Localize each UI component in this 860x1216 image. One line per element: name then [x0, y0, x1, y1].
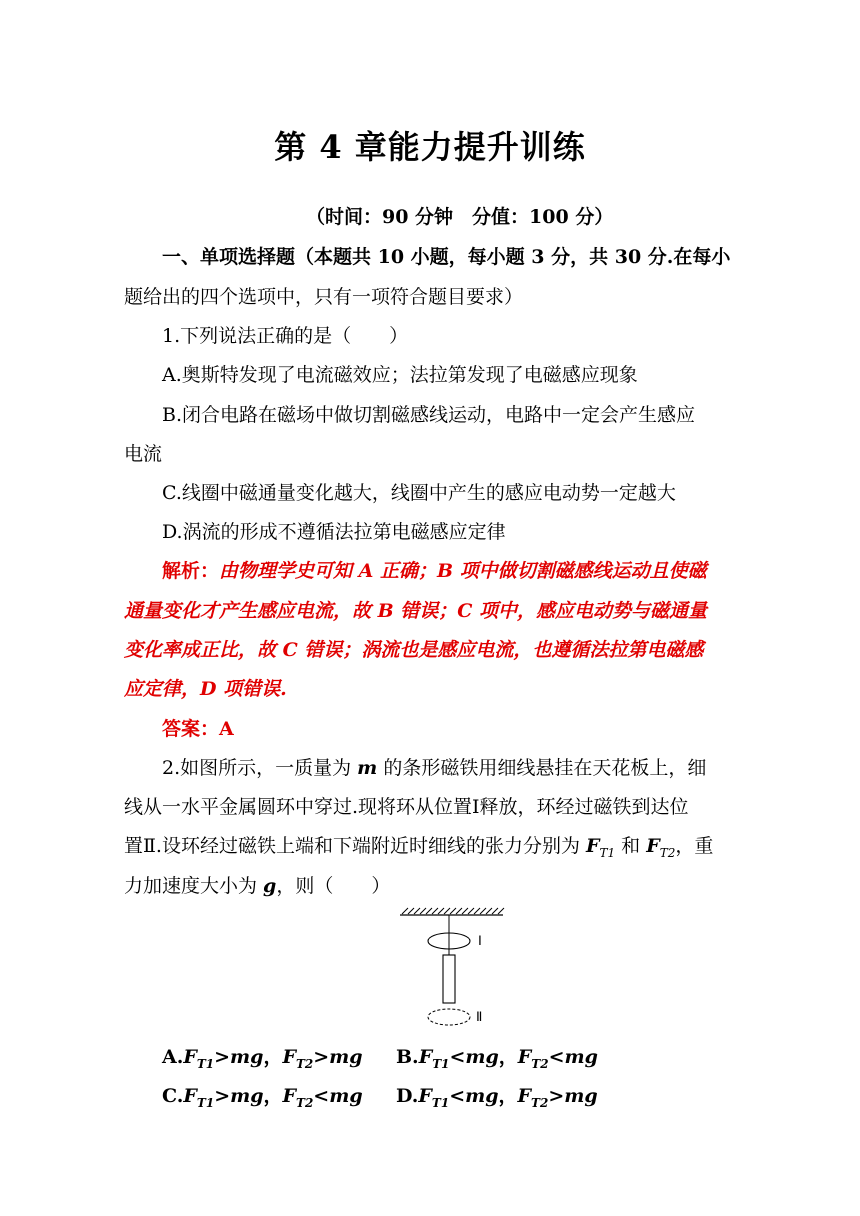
var-f: F — [418, 1046, 433, 1068]
relation-2: >mg — [548, 1085, 598, 1107]
relation-1: >mg — [214, 1085, 264, 1107]
subscript-t2: T2 — [531, 1095, 549, 1110]
bar-magnet — [443, 955, 455, 1003]
q2-option-c — [162, 1083, 363, 1116]
q2-line2: 线从一水平金属圆环中穿过.现将环从位置Ⅰ释放，环经过磁铁到达位 — [124, 796, 689, 818]
var-f: F — [282, 1085, 297, 1107]
subscript-t1: T1 — [196, 1095, 215, 1110]
relation-1: >mg — [214, 1046, 264, 1068]
var-f: F — [646, 835, 660, 857]
relation-2: <mg — [313, 1085, 363, 1107]
q2-option-b — [396, 1044, 598, 1077]
var-m: m — [357, 757, 378, 779]
q1-analysis-line2: 通量变化才产生感应电流，故 B 错误；C 项中，感应电动势与磁通量 — [124, 600, 708, 622]
var-f: F — [586, 835, 600, 857]
var-f: F — [183, 1085, 197, 1107]
q1-option-d: D.涡流的形成不遵循法拉第电磁感应定律 — [162, 521, 506, 543]
subscript-t2: T2 — [296, 1095, 314, 1110]
section-heading — [162, 244, 730, 270]
var-f: F — [282, 1046, 296, 1068]
analysis-text-4a: 应定律， — [124, 678, 201, 700]
var-f: F — [418, 1085, 432, 1107]
q2-text-3d: 和 — [615, 835, 647, 857]
q1-option-a: A.奥斯特发现了电流磁效应；法拉第发现了电磁感应现象 — [162, 364, 638, 386]
label-position-2: Ⅱ — [476, 1009, 483, 1024]
var-f: F — [183, 1046, 197, 1068]
subscript-t1: T1 — [599, 845, 616, 860]
subscript-t2: T2 — [531, 1056, 549, 1071]
section-heading-cont: 题给出的四个选项中，只有一项符合题目要求） — [124, 286, 524, 308]
separator: ， — [498, 1046, 518, 1068]
magnet-ring-figure — [395, 905, 515, 1035]
q2-text-3a: 置Ⅱ.设环经过磁铁上端和下端附近时细线的张力分别为 — [124, 835, 586, 857]
var-g: g — [263, 875, 277, 897]
option-letter: B. — [396, 1046, 419, 1068]
separator: ， — [263, 1085, 283, 1107]
var-f: F — [517, 1085, 532, 1107]
option-letter: C. — [162, 1085, 184, 1107]
q2-text-3g: ，重 — [675, 835, 714, 857]
q2-line3 — [124, 833, 713, 866]
page-title: 第 4 章能力提升训练 — [274, 128, 586, 166]
relation-1: <mg — [449, 1085, 499, 1107]
q1-analysis-line3: 变化率成正比，故 C 错误；涡流也是感应电流，也遵循法拉第电磁感 — [124, 639, 704, 661]
relation-2: <mg — [548, 1046, 598, 1068]
option-letter: A. — [162, 1046, 184, 1068]
separator: ， — [263, 1046, 283, 1068]
section-heading-text: 一、单项选择题（本题共 10 小题，每小题 3 分，共 30 分.在每小 — [162, 246, 731, 268]
subscript-t2: T2 — [295, 1056, 314, 1071]
relation-1: <mg — [449, 1046, 499, 1068]
ring-position-2 — [428, 1009, 470, 1025]
var-f: F — [517, 1046, 532, 1068]
q1-option-b-cont: 电流 — [124, 443, 163, 465]
q2-text-4c: ，则（ ） — [276, 875, 391, 897]
relation-2: >mg — [313, 1046, 363, 1068]
q1-stem: 1.下列说法正确的是（ ） — [162, 325, 409, 347]
q2-text-4a: 力加速度大小为 — [124, 875, 264, 897]
separator: ， — [498, 1085, 518, 1107]
q1-option-c: C.线圈中磁通量变化越大，线圈中产生的感应电动势一定越大 — [162, 482, 676, 504]
subscript-t2: T2 — [659, 845, 676, 860]
subscript-t1: T1 — [431, 1095, 450, 1110]
subscript-t1: T1 — [432, 1056, 450, 1071]
subscript-t1: T1 — [196, 1056, 215, 1071]
analysis-label: 解析： — [162, 560, 220, 582]
q2-text-1c: 的条形磁铁用细线悬挂在天花板上，细 — [377, 757, 707, 779]
q2-option-d — [396, 1083, 598, 1116]
analysis-text-1: 由物理学史可知 A 正确；B 项中做切割磁感线运动且使磁 — [219, 560, 707, 582]
analysis-text-4b: D — [200, 678, 217, 700]
label-position-1: Ⅰ — [478, 933, 482, 948]
option-letter: D. — [396, 1085, 419, 1107]
time-score-info: （时间：90 分钟 分值：100 分） — [306, 206, 614, 228]
q2-text-1a: 2.如图所示，一质量为 — [162, 757, 358, 779]
q2-line1 — [162, 755, 706, 781]
q1-option-b: B.闭合电路在磁场中做切割磁感线运动，电路中一定会产生感应 — [162, 404, 696, 426]
q2-line4 — [124, 873, 390, 899]
q1-analysis-line4 — [124, 676, 287, 702]
analysis-text-4c: 项错误. — [216, 678, 287, 700]
q1-analysis-line1 — [162, 558, 707, 584]
ceiling-hatch — [400, 908, 504, 915]
q1-answer: 答案：A — [162, 718, 234, 740]
q2-option-a — [162, 1044, 363, 1077]
